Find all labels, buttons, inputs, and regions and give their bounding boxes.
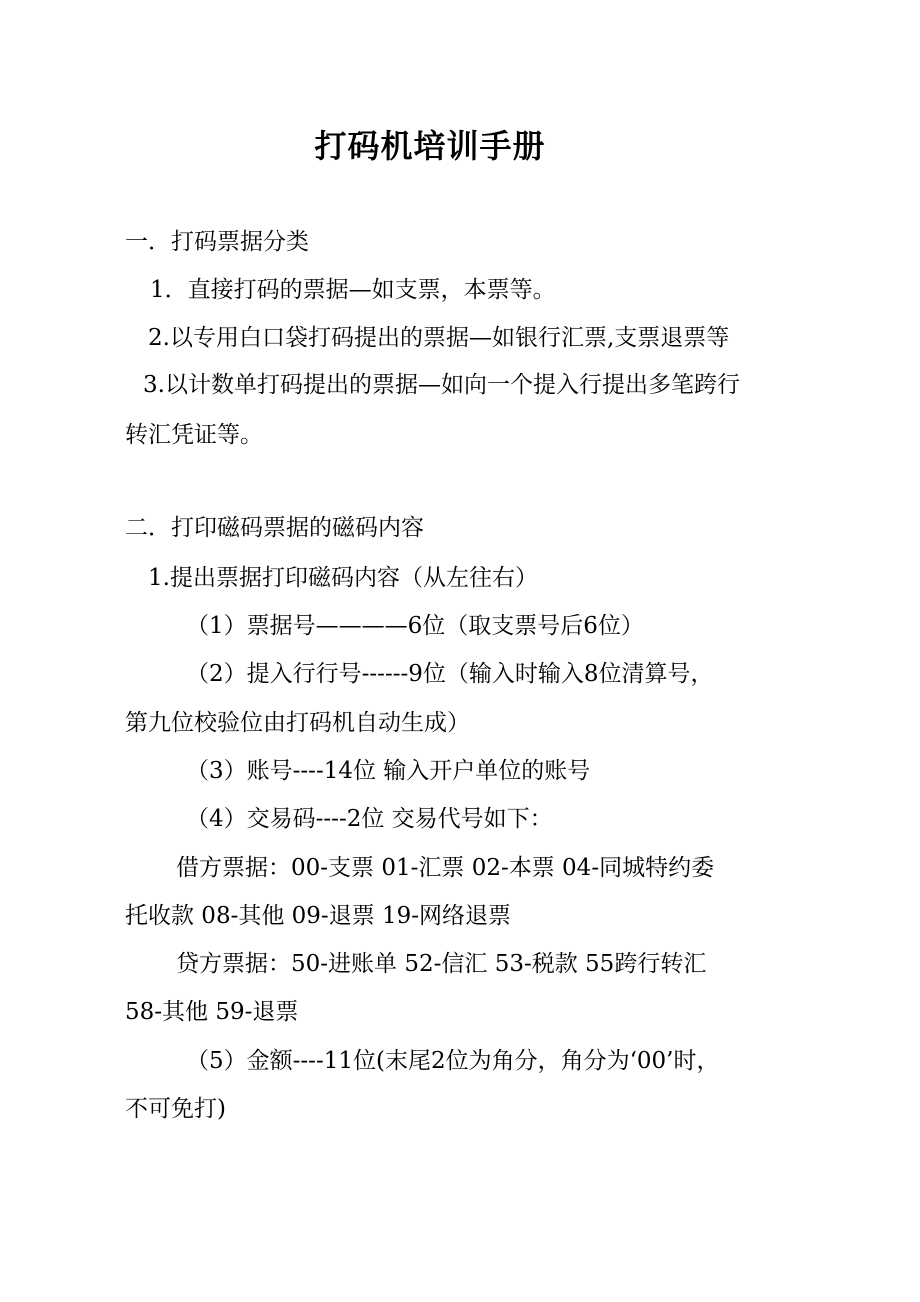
credit-codes-line-2: 58-其他 59-退票: [125, 999, 299, 1025]
section-2-subheading: 1.提出票据打印磁码内容（从左往右）: [148, 565, 538, 591]
section-2-point-3: （3）账号----14位 输入开户单位的账号: [186, 758, 591, 784]
section-2-point-2-line-2: 第九位校验位由打码机自动生成）: [125, 710, 470, 736]
section-2-point-5-line-2: 不可免打): [125, 1096, 226, 1122]
debit-codes-line-1: 借方票据：00-支票 01-汇票 02-本票 04-同城特约委: [176, 855, 715, 881]
section-2-point-2-line-1: （2）提入行行号------9位（输入时输入8位清算号，: [186, 661, 714, 687]
section-1-item-3-line-2: 转汇凭证等。: [125, 422, 263, 448]
debit-codes-line-2: 托收款 08-其他 09-退票 19-网络退票: [125, 903, 512, 929]
section-2-point-4: （4）交易码----2位 交易代号如下：: [186, 806, 553, 832]
section-1-item-1: 1．直接打码的票据—如支票，本票等。: [150, 277, 556, 303]
section-1-item-2: 2.以专用白口袋打码提出的票据—如银行汇票,支票退票等: [148, 325, 730, 351]
document-title: 打码机培训手册: [314, 127, 546, 165]
section-2-heading: 二．打印磁码票据的磁码内容: [125, 515, 424, 541]
section-1-item-3-line-1: 3.以计数单打码提出的票据—如向一个提入行提出多笔跨行: [143, 372, 740, 398]
section-2-point-5-line-1: （5）金额----11位(末尾2位为角分，角分为‘00’时，: [186, 1048, 720, 1074]
section-1-heading: 一．打码票据分类: [125, 229, 309, 255]
section-2-point-1: （1）票据号————6位（取支票号后6位）: [186, 613, 644, 639]
credit-codes-line-1: 贷方票据：50-进账单 52-信汇 53-税款 55跨行转汇: [176, 951, 707, 977]
